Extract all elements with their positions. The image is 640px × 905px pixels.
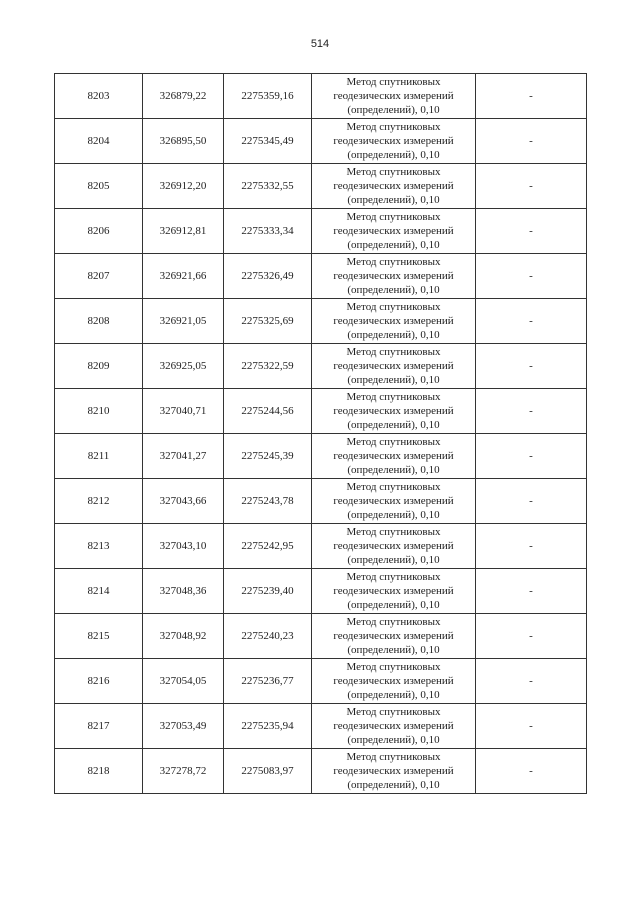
- note-cell: -: [476, 479, 587, 524]
- note-cell: -: [476, 119, 587, 164]
- note-cell: -: [476, 749, 587, 794]
- method-text-line: (определений), 0,10: [347, 554, 440, 566]
- method-text-line: Метод спутниковых: [346, 436, 441, 448]
- method-text-line: геодезических измерений: [333, 135, 454, 147]
- method-text-line: Метод спутниковых: [346, 346, 441, 358]
- note-cell: -: [476, 254, 587, 299]
- method-text-line: Метод спутниковых: [346, 571, 441, 583]
- note-cell: -: [476, 344, 587, 389]
- note-cell: -: [476, 389, 587, 434]
- method-text-line: Метод спутниковых: [346, 706, 441, 718]
- method-text-line: Метод спутниковых: [346, 751, 441, 763]
- table-row: [55, 344, 587, 389]
- method-text-line: Метод спутниковых: [346, 256, 441, 268]
- method-cell: [312, 299, 476, 344]
- y-coordinate-cell: 2275240,23: [224, 614, 312, 659]
- method-text-line: геодезических измерений: [333, 495, 454, 507]
- y-coordinate-cell: 2275242,95: [224, 524, 312, 569]
- method-text-line: Метод спутниковых: [346, 301, 441, 313]
- y-coordinate-cell: 2275332,55: [224, 164, 312, 209]
- method-text-line: (определений), 0,10: [347, 419, 440, 431]
- method-text-line: геодезических измерений: [333, 450, 454, 462]
- method-text-line: (определений), 0,10: [347, 644, 440, 656]
- x-coordinate-cell: 326912,20: [143, 164, 224, 209]
- method-cell: [312, 164, 476, 209]
- method-cell: [312, 749, 476, 794]
- method-text-line: геодезических измерений: [333, 225, 454, 237]
- method-text-line: Метод спутниковых: [346, 616, 441, 628]
- x-coordinate-cell: 327043,66: [143, 479, 224, 524]
- method-cell: [312, 209, 476, 254]
- point-id-cell: 8217: [55, 704, 143, 749]
- x-coordinate-cell: 327043,10: [143, 524, 224, 569]
- x-coordinate-cell: 326925,05: [143, 344, 224, 389]
- y-coordinate-cell: 2275322,59: [224, 344, 312, 389]
- table-body: [55, 74, 587, 794]
- x-coordinate-cell: 327048,92: [143, 614, 224, 659]
- point-id-cell: 8208: [55, 299, 143, 344]
- x-coordinate-cell: 327040,71: [143, 389, 224, 434]
- coordinates-table: [54, 73, 587, 794]
- table-row: [55, 749, 587, 794]
- y-coordinate-cell: 2275345,49: [224, 119, 312, 164]
- method-text-line: геодезических измерений: [333, 180, 454, 192]
- point-id-cell: 8203: [55, 74, 143, 119]
- method-text-line: геодезических измерений: [333, 405, 454, 417]
- method-text-line: геодезических измерений: [333, 675, 454, 687]
- x-coordinate-cell: 327278,72: [143, 749, 224, 794]
- table-row: [55, 209, 587, 254]
- method-text-line: геодезических измерений: [333, 540, 454, 552]
- y-coordinate-cell: 2275325,69: [224, 299, 312, 344]
- table-row: [55, 434, 587, 479]
- table-row: [55, 74, 587, 119]
- method-text-line: (определений), 0,10: [347, 239, 440, 251]
- method-text-line: Метод спутниковых: [346, 481, 441, 493]
- table-row: [55, 659, 587, 704]
- table-row: [55, 389, 587, 434]
- method-text-line: Метод спутниковых: [346, 526, 441, 538]
- note-cell: -: [476, 434, 587, 479]
- method-cell: [312, 434, 476, 479]
- method-text-line: (определений), 0,10: [347, 689, 440, 701]
- method-cell: [312, 524, 476, 569]
- y-coordinate-cell: 2275243,78: [224, 479, 312, 524]
- method-text-line: геодезических измерений: [333, 765, 454, 777]
- note-cell: -: [476, 164, 587, 209]
- point-id-cell: 8216: [55, 659, 143, 704]
- method-text-line: Метод спутниковых: [346, 76, 441, 88]
- x-coordinate-cell: 326921,05: [143, 299, 224, 344]
- point-id-cell: 8205: [55, 164, 143, 209]
- method-cell: [312, 569, 476, 614]
- x-coordinate-cell: 326895,50: [143, 119, 224, 164]
- table-row: [55, 254, 587, 299]
- table-row: [55, 524, 587, 569]
- method-cell: [312, 119, 476, 164]
- note-cell: -: [476, 209, 587, 254]
- point-id-cell: 8215: [55, 614, 143, 659]
- method-cell: [312, 74, 476, 119]
- x-coordinate-cell: 327041,27: [143, 434, 224, 479]
- y-coordinate-cell: 2275236,77: [224, 659, 312, 704]
- method-cell: [312, 704, 476, 749]
- point-id-cell: 8207: [55, 254, 143, 299]
- method-text-line: Метод спутниковых: [346, 661, 441, 673]
- table-row: [55, 119, 587, 164]
- table-row: [55, 164, 587, 209]
- x-coordinate-cell: 327054,05: [143, 659, 224, 704]
- x-coordinate-cell: 326879,22: [143, 74, 224, 119]
- y-coordinate-cell: 2275083,97: [224, 749, 312, 794]
- method-text-line: геодезических измерений: [333, 315, 454, 327]
- method-cell: [312, 614, 476, 659]
- y-coordinate-cell: 2275326,49: [224, 254, 312, 299]
- note-cell: -: [476, 524, 587, 569]
- table-row: [55, 299, 587, 344]
- method-text-line: Метод спутниковых: [346, 211, 441, 223]
- y-coordinate-cell: 2275245,39: [224, 434, 312, 479]
- note-cell: -: [476, 614, 587, 659]
- method-text-line: Метод спутниковых: [346, 391, 441, 403]
- method-text-line: (определений), 0,10: [347, 464, 440, 476]
- x-coordinate-cell: 327053,49: [143, 704, 224, 749]
- method-text-line: (определений), 0,10: [347, 509, 440, 521]
- point-id-cell: 8204: [55, 119, 143, 164]
- method-text-line: (определений), 0,10: [347, 149, 440, 161]
- method-text-line: Метод спутниковых: [346, 121, 441, 133]
- method-cell: [312, 479, 476, 524]
- method-text-line: (определений), 0,10: [347, 734, 440, 746]
- y-coordinate-cell: 2275333,34: [224, 209, 312, 254]
- point-id-cell: 8211: [55, 434, 143, 479]
- y-coordinate-cell: 2275359,16: [224, 74, 312, 119]
- table-row: [55, 704, 587, 749]
- method-text-line: (определений), 0,10: [347, 779, 440, 791]
- x-coordinate-cell: 326921,66: [143, 254, 224, 299]
- x-coordinate-cell: 326912,81: [143, 209, 224, 254]
- method-text-line: геодезических измерений: [333, 270, 454, 282]
- method-text-line: (определений), 0,10: [347, 599, 440, 611]
- method-text-line: (определений), 0,10: [347, 104, 440, 116]
- x-coordinate-cell: 327048,36: [143, 569, 224, 614]
- point-id-cell: 8214: [55, 569, 143, 614]
- y-coordinate-cell: 2275239,40: [224, 569, 312, 614]
- point-id-cell: 8212: [55, 479, 143, 524]
- method-text-line: Метод спутниковых: [346, 166, 441, 178]
- method-cell: [312, 254, 476, 299]
- note-cell: -: [476, 74, 587, 119]
- method-text-line: геодезических измерений: [333, 360, 454, 372]
- point-id-cell: 8210: [55, 389, 143, 434]
- note-cell: -: [476, 569, 587, 614]
- page-number: 514: [310, 38, 330, 50]
- note-cell: -: [476, 299, 587, 344]
- table-row: [55, 569, 587, 614]
- method-text-line: (определений), 0,10: [347, 374, 440, 386]
- point-id-cell: 8213: [55, 524, 143, 569]
- method-text-line: геодезических измерений: [333, 90, 454, 102]
- method-text-line: геодезических измерений: [333, 720, 454, 732]
- point-id-cell: 8206: [55, 209, 143, 254]
- method-cell: [312, 389, 476, 434]
- y-coordinate-cell: 2275235,94: [224, 704, 312, 749]
- method-cell: [312, 659, 476, 704]
- note-cell: -: [476, 704, 587, 749]
- note-cell: -: [476, 659, 587, 704]
- method-text-line: (определений), 0,10: [347, 284, 440, 296]
- method-cell: [312, 344, 476, 389]
- method-text-line: геодезических измерений: [333, 585, 454, 597]
- method-text-line: (определений), 0,10: [347, 194, 440, 206]
- table-row: [55, 614, 587, 659]
- method-text-line: геодезических измерений: [333, 630, 454, 642]
- point-id-cell: 8209: [55, 344, 143, 389]
- table-row: [55, 479, 587, 524]
- method-text-line: (определений), 0,10: [347, 329, 440, 341]
- point-id-cell: 8218: [55, 749, 143, 794]
- y-coordinate-cell: 2275244,56: [224, 389, 312, 434]
